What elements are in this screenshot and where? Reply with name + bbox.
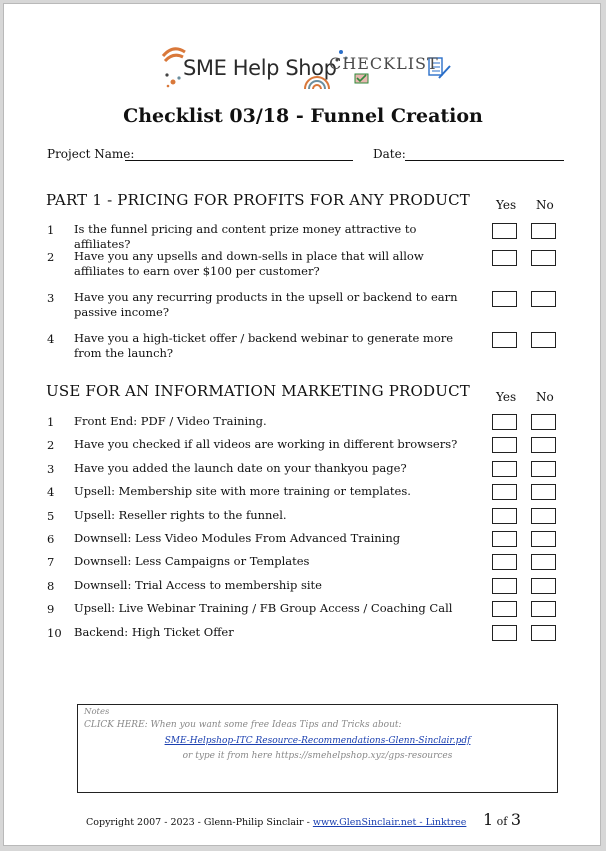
logo <box>159 44 459 90</box>
yes-checkbox[interactable] <box>492 578 517 594</box>
no-checkbox[interactable] <box>531 250 556 266</box>
item-question: Backend: High Ticket Offer <box>74 625 234 639</box>
date-label: Date: <box>373 147 406 161</box>
yes-checkbox[interactable] <box>492 461 517 477</box>
item-question: Have you added the launch date on your thankyou page? <box>74 461 407 475</box>
notes-box <box>77 704 558 793</box>
item-question: Is the funnel pricing and content prize money attractive to affiliates? <box>74 222 417 251</box>
no-checkbox[interactable] <box>531 484 556 500</box>
no-checkbox[interactable] <box>531 554 556 570</box>
no-checkbox[interactable] <box>531 508 556 524</box>
item-question: Upsell: Reseller rights to the funnel. <box>74 508 287 522</box>
yes-checkbox[interactable] <box>492 291 517 307</box>
no-checkbox[interactable] <box>531 601 556 617</box>
no-column-header: No <box>536 390 554 404</box>
item-number: 4 <box>47 332 55 346</box>
yes-checkbox[interactable] <box>492 508 517 524</box>
item-question: Downsell: Trial Access to membership site <box>74 578 322 592</box>
item-number: 1 <box>47 415 55 429</box>
item-question: Downsell: Less Video Modules From Advanced Training <box>74 531 401 545</box>
no-checkbox[interactable] <box>531 437 556 453</box>
no-checkbox[interactable] <box>531 625 556 641</box>
no-checkbox[interactable] <box>531 332 556 348</box>
item-number: 1 <box>47 223 55 237</box>
item-number: 3 <box>47 291 55 305</box>
item-number: 10 <box>47 626 62 640</box>
notes-label: Notes <box>84 707 110 717</box>
yes-checkbox[interactable] <box>492 531 517 547</box>
yes-checkbox[interactable] <box>492 437 517 453</box>
item-number: 6 <box>47 532 55 546</box>
item-question: Upsell: Live Webinar Training / FB Group Access / Coaching Call <box>74 601 453 615</box>
yes-checkbox[interactable] <box>492 250 517 266</box>
item-question: Have you checked if all videos are working in different browsers? <box>74 437 458 451</box>
copyright-text: Copyright 2007 - 2023 - Glenn-Philip Sinclair - <box>86 817 313 828</box>
item-number: 3 <box>47 462 55 476</box>
date-field[interactable] <box>405 160 564 161</box>
notes-intro-text: CLICK HERE: When you want some free Ideas Tips and Tricks about: <box>84 720 402 730</box>
no-checkbox[interactable] <box>531 578 556 594</box>
resource-pdf-link[interactable]: SME-Helpshop-ITC Resource-Recommendations-Glenn-Sinclair.pdf <box>164 736 471 746</box>
item-number: 8 <box>47 579 55 593</box>
yes-checkbox[interactable] <box>492 223 517 239</box>
item-question: Have you any recurring products in the upsell or backend to earn passive income? <box>74 290 458 319</box>
item-question: Have you any upsells and down-sells in place that will allow affiliates to earn over $100 per customer? <box>74 249 424 278</box>
section-pricing-title: PART 1 - PRICING FOR PROFITS FOR ANY PRODUCT <box>46 191 470 209</box>
item-number: 2 <box>47 250 55 264</box>
item-number: 4 <box>47 485 55 499</box>
yes-checkbox[interactable] <box>492 554 517 570</box>
item-number: 9 <box>47 602 55 616</box>
page-counter <box>483 810 521 829</box>
item-number: 5 <box>47 509 55 523</box>
no-checkbox[interactable] <box>531 414 556 430</box>
section-info-product-title: USE FOR AN INFORMATION MARKETING PRODUCT <box>46 382 470 400</box>
page-of-text: of <box>493 815 511 828</box>
yes-checkbox[interactable] <box>492 414 517 430</box>
item-question: Front End: PDF / Video Training. <box>74 414 267 428</box>
page-total: 3 <box>510 810 522 829</box>
notes-resource-url-text: or type it from here https://smehelpshop.xyz/gps-resources <box>182 751 453 761</box>
no-checkbox[interactable] <box>531 223 556 239</box>
yes-checkbox[interactable] <box>492 601 517 617</box>
no-column-header: No <box>536 198 554 212</box>
no-checkbox[interactable] <box>531 461 556 477</box>
no-checkbox[interactable] <box>531 291 556 307</box>
project-name-field[interactable] <box>125 160 353 161</box>
item-number: 2 <box>47 438 55 452</box>
yes-column-header: Yes <box>496 390 517 404</box>
item-question: Have you a high-ticket offer / backend webinar to generate more from the launch? <box>74 331 454 360</box>
item-question: Upsell: Membership site with more training or templates. <box>74 484 411 498</box>
page-current: 1 <box>483 810 494 829</box>
yes-checkbox[interactable] <box>492 332 517 348</box>
project-name-label: Project Name: <box>47 147 135 161</box>
linktree-link[interactable]: www.GlenSinclair.net - Linktree <box>312 817 467 828</box>
yes-checkbox[interactable] <box>492 625 517 641</box>
page-title: Checklist 03/18 - Funnel Creation <box>123 105 483 127</box>
item-question: Downsell: Less Campaigns or Templates <box>74 554 310 568</box>
logo-brand-text: SME Help Shop <box>183 56 337 80</box>
checklist-page <box>3 3 601 846</box>
item-number: 7 <box>47 555 55 569</box>
yes-column-header: Yes <box>496 198 517 212</box>
footer <box>86 817 466 828</box>
no-checkbox[interactable] <box>531 531 556 547</box>
yes-checkbox[interactable] <box>492 484 517 500</box>
logo-checklist-text: CHECKLIST <box>329 54 439 73</box>
